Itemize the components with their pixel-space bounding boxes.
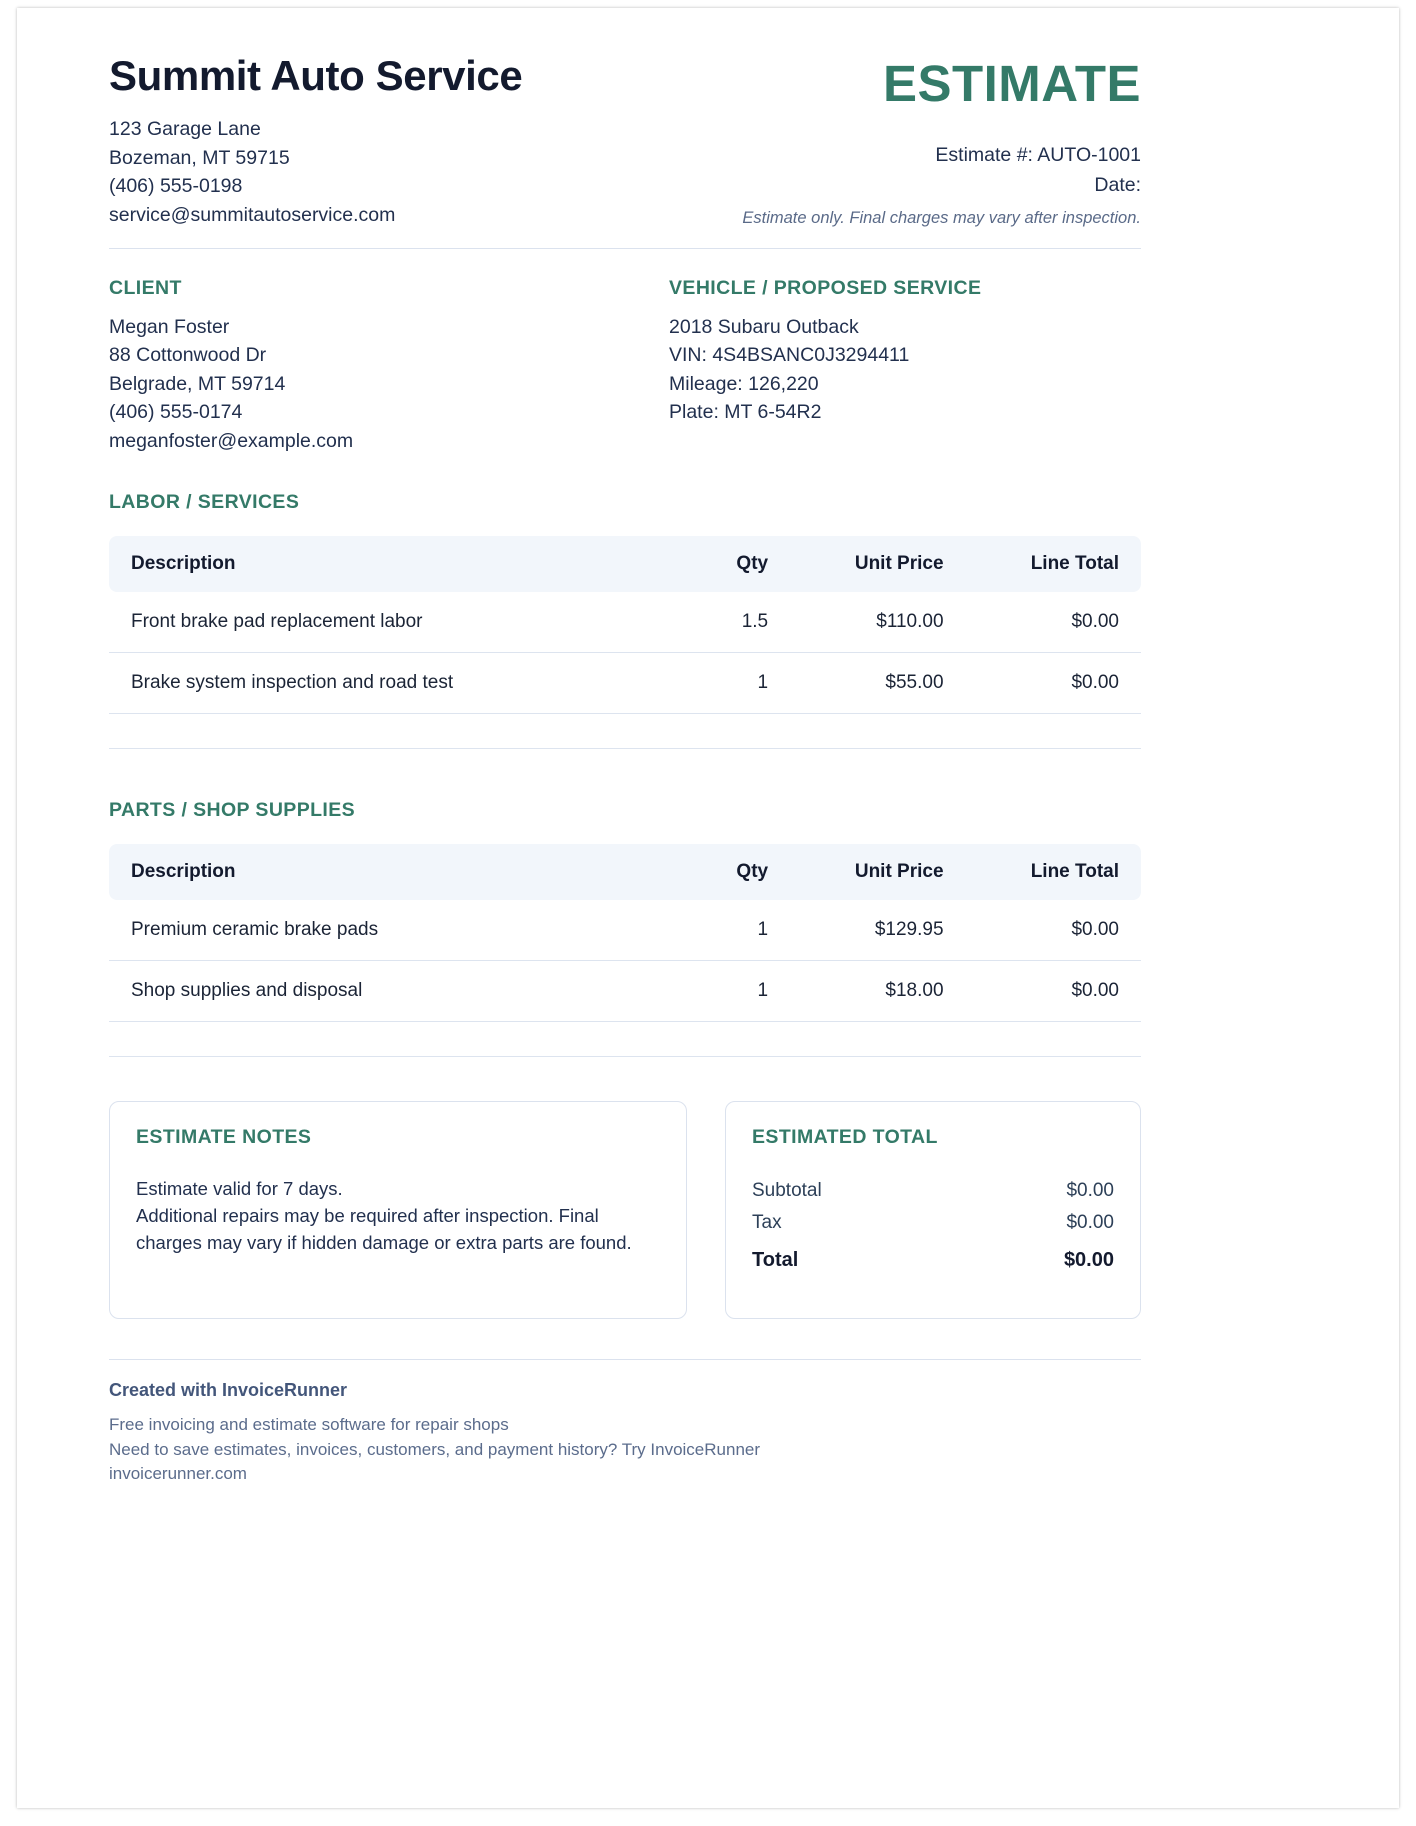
table-row — [109, 900, 1141, 961]
column-header-qty: Qty — [646, 844, 790, 900]
item-qty: 1.5 — [646, 592, 790, 653]
vehicle-mileage: Mileage: 126,220 — [669, 372, 819, 395]
estimate-date: Date: — [1094, 173, 1141, 196]
item-qty: 1 — [646, 900, 790, 961]
client-name: Megan Foster — [109, 315, 230, 338]
tax-value: $0.00 — [1066, 1212, 1114, 1233]
footer-website-link[interactable]: invoicerunner.com — [109, 1464, 247, 1484]
parts-section — [109, 799, 1141, 1057]
estimate-disclaimer: Estimate only. Final charges may vary after inspection. — [742, 209, 1141, 228]
company-name: Summit Auto Service — [109, 52, 523, 99]
client-address-line1: 88 Cottonwood Dr — [109, 344, 267, 367]
vehicle-block — [625, 277, 1141, 455]
item-unit-price: $129.95 — [790, 900, 965, 961]
document-footer — [109, 1359, 1141, 1487]
estimate-notes-title: ESTIMATE NOTES — [136, 1126, 312, 1148]
vehicle-heading: VEHICLE / PROPOSED SERVICE — [669, 276, 982, 299]
column-header-unit-price: Unit Price — [790, 844, 965, 900]
item-description: Shop supplies and disposal — [109, 961, 646, 1022]
total-value: $0.00 — [1063, 1249, 1114, 1271]
client-block — [109, 277, 625, 455]
vehicle-description: 2018 Subaru Outback — [669, 315, 859, 338]
column-header-line-total: Line Total — [966, 844, 1141, 900]
vehicle-vin: VIN: 4S4BSANC0J3294411 — [669, 344, 910, 367]
estimate-notes-line1: Estimate valid for 7 days. — [136, 1178, 343, 1199]
company-email: service@summitautoservice.com — [109, 204, 396, 226]
client-address-line2: Belgrade, MT 59714 — [109, 372, 286, 395]
item-description: Brake system inspection and road test — [109, 653, 646, 714]
document-content — [109, 52, 1141, 1487]
document-meta-block — [711, 52, 1141, 228]
estimate-notes-panel — [109, 1101, 687, 1319]
company-address-line1: 123 Garage Lane — [109, 118, 261, 141]
item-line-total: $0.00 — [966, 961, 1141, 1022]
table-empty-row — [109, 1022, 1141, 1057]
table-header-row — [109, 844, 1141, 900]
parts-section-title: PARTS / SHOP SUPPLIES — [109, 799, 356, 821]
column-header-description: Description — [109, 536, 646, 592]
estimate-document-page — [17, 8, 1399, 1808]
document-header — [109, 52, 1141, 230]
company-phone: (406) 555-0198 — [109, 175, 243, 198]
parties-section — [109, 277, 1141, 455]
column-header-qty: Qty — [646, 536, 790, 592]
item-qty: 1 — [646, 653, 790, 714]
table-row — [109, 592, 1141, 653]
column-header-unit-price: Unit Price — [790, 536, 965, 592]
labor-items-table — [109, 536, 1141, 749]
header-divider — [109, 248, 1141, 249]
total-label: Total — [752, 1249, 799, 1271]
footer-cta: Need to save estimates, invoices, customers, and payment history? Try InvoiceRunner — [109, 1439, 761, 1459]
estimated-total-title: ESTIMATED TOTAL — [752, 1126, 938, 1148]
item-unit-price: $18.00 — [790, 961, 965, 1022]
estimate-number: Estimate #: AUTO-1001 — [935, 144, 1141, 166]
column-header-description: Description — [109, 844, 646, 900]
column-header-line-total: Line Total — [966, 536, 1141, 592]
table-empty-row — [109, 714, 1141, 749]
item-qty: 1 — [646, 961, 790, 1022]
summary-panels — [109, 1101, 1141, 1319]
labor-section — [109, 491, 1141, 749]
item-unit-price: $55.00 — [790, 653, 965, 714]
client-heading: CLIENT — [109, 276, 182, 299]
subtotal-row — [752, 1175, 1114, 1207]
document-type-title: ESTIMATE — [882, 55, 1141, 112]
estimate-notes-line2: Additional repairs may be required after inspection. Final charges may vary if hidden damage or extra parts are found. — [136, 1205, 632, 1254]
item-description: Front brake pad replacement labor — [109, 592, 646, 653]
item-line-total: $0.00 — [966, 592, 1141, 653]
subtotal-value: $0.00 — [1066, 1180, 1114, 1201]
item-line-total: $0.00 — [966, 900, 1141, 961]
item-description: Premium ceramic brake pads — [109, 900, 646, 961]
parts-items-table — [109, 844, 1141, 1057]
estimated-total-panel — [725, 1101, 1141, 1319]
table-row — [109, 653, 1141, 714]
company-address-line2: Bozeman, MT 59715 — [109, 146, 290, 169]
table-row — [109, 961, 1141, 1022]
tax-label: Tax — [752, 1212, 782, 1233]
labor-section-title: LABOR / SERVICES — [109, 491, 300, 513]
footer-tagline: Free invoicing and estimate software for repair shops — [109, 1415, 509, 1434]
company-contact-block — [109, 115, 522, 230]
item-unit-price: $110.00 — [790, 592, 965, 653]
item-line-total: $0.00 — [966, 653, 1141, 714]
subtotal-label: Subtotal — [752, 1180, 822, 1201]
table-header-row — [109, 536, 1141, 592]
total-row — [752, 1239, 1114, 1277]
company-block — [109, 52, 522, 230]
vehicle-plate: Plate: MT 6-54R2 — [669, 401, 822, 424]
client-email: meganfoster@example.com — [109, 429, 354, 452]
footer-brand: Created with InvoiceRunner — [109, 1380, 348, 1400]
client-phone: (406) 555-0174 — [109, 401, 243, 424]
tax-row — [752, 1207, 1114, 1239]
